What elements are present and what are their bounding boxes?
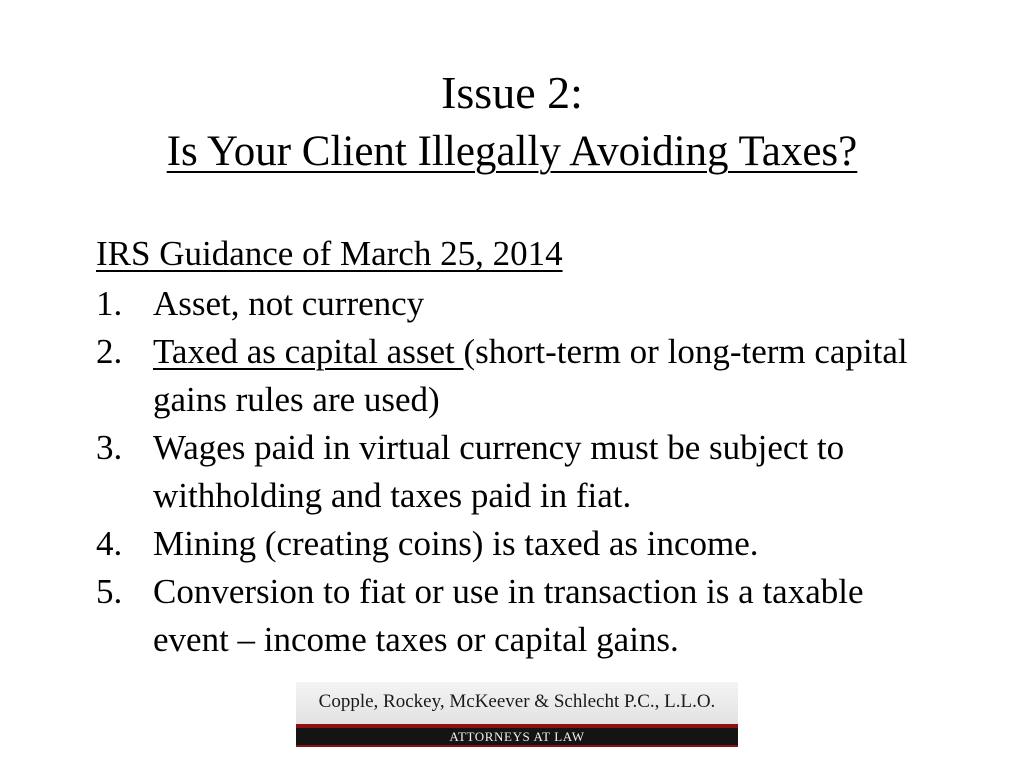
list-item-underlined-text: Taxed as capital asset bbox=[153, 332, 464, 371]
slide-subtitle-text: Is Your Client Illegally Avoiding Taxes? bbox=[166, 128, 858, 175]
list-item-text: Mining (creating coins) is taxed as income. bbox=[153, 524, 759, 563]
slide-title: Issue 2: bbox=[441, 67, 583, 118]
list-item bbox=[96, 520, 926, 568]
section-heading: IRS Guidance of March 25, 2014 bbox=[96, 234, 563, 273]
list-item-number: 3. bbox=[96, 428, 123, 467]
guidance-list bbox=[96, 280, 926, 664]
list-item-text: Conversion to fiat or use in transaction is a taxable event – income taxes or capital gains. bbox=[153, 572, 864, 659]
list-item-text: (short-term or long-term capital gains rules are used) bbox=[153, 332, 908, 419]
list-item-number: 2. bbox=[96, 332, 123, 371]
list-item-number: 5. bbox=[96, 572, 123, 611]
list-item-text: Asset, not currency bbox=[153, 284, 425, 323]
slide-subtitle bbox=[0, 126, 1024, 178]
logo-firm-name: Copple, Rockey, McKeever & Schlecht P.C., L.L.O. bbox=[318, 691, 716, 712]
list-item bbox=[96, 424, 926, 520]
list-item-number: 1. bbox=[96, 284, 123, 323]
list-item-number: 4. bbox=[96, 524, 123, 563]
firm-logo bbox=[296, 682, 738, 747]
list-item bbox=[96, 280, 926, 328]
list-item bbox=[96, 568, 926, 664]
logo-tagline: ATTORNEYS AT LAW bbox=[449, 729, 585, 744]
list-item-text: Wages paid in virtual currency must be subject to withholding and taxes paid in fiat. bbox=[153, 428, 845, 515]
list-item bbox=[96, 328, 926, 424]
